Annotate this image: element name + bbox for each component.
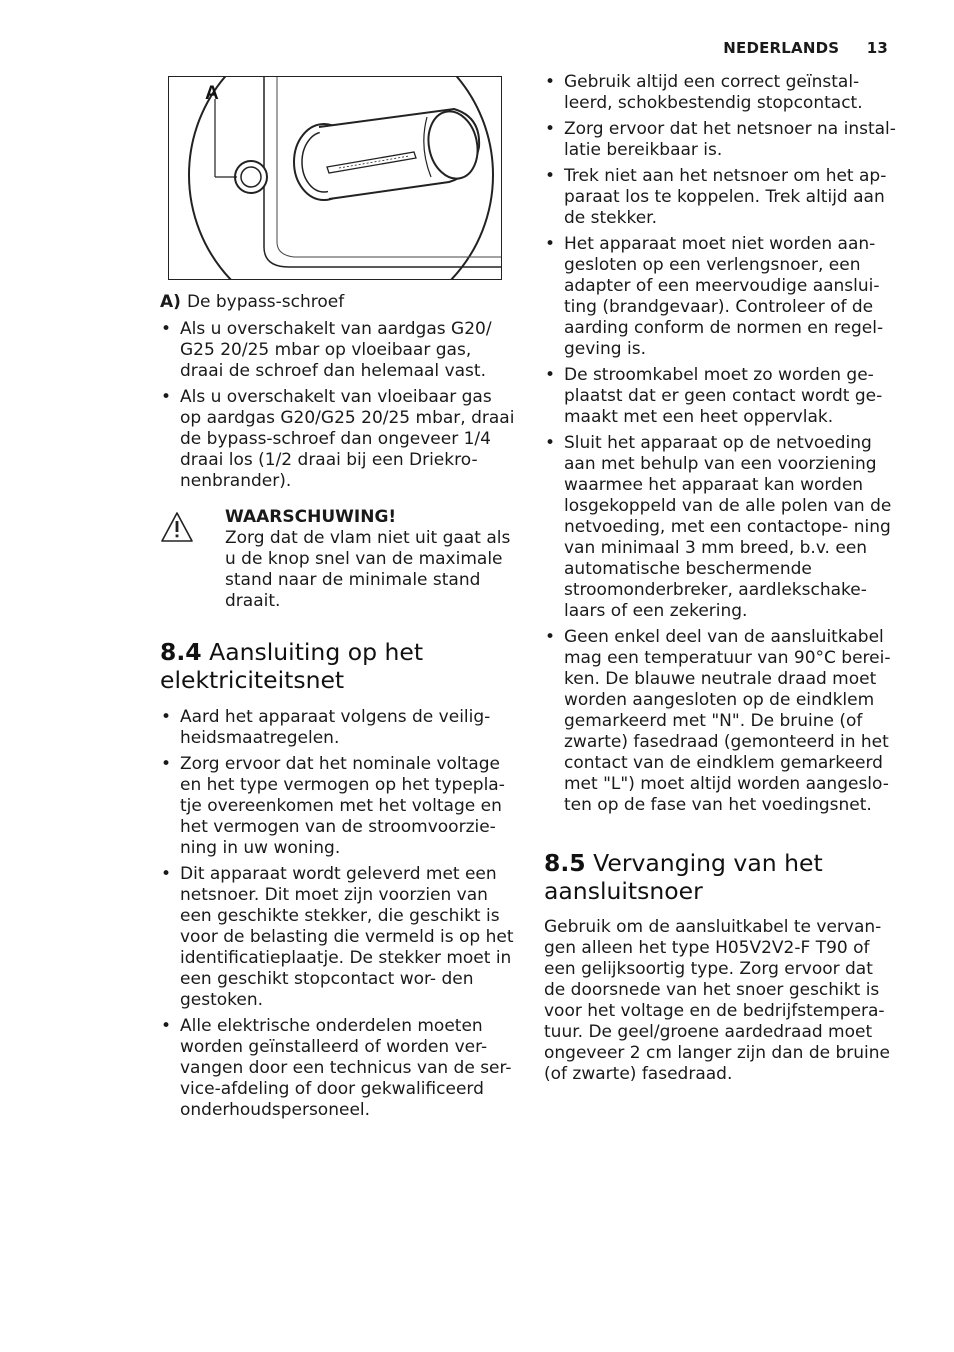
list-item: • Geen enkel deel van de aansluitkabel mag een temperatuur van 90°C berei- ken. De blauwe neutrale draad moet worden aangesloten op de eindklem gemarkeerd met "N". De bruine (of zwarte) fasedraad (gemonteerd in het contact van de eindklem gemarkeerd met "L") moet altijd worden aangeslo- ten op de fase van het voedingsnet.	[544, 627, 898, 816]
caption-text: De bypass-schroef	[186, 292, 345, 312]
list-item: • Alle elektrische onderdelen moeten worden geïnstalleerd of worden ver- vangen door een technicus van de ser- vice-afdeling of door gekwalificeerd onderhoudspersoneel.	[160, 1016, 515, 1121]
section-8-5-text: Gebruik om de aansluitkabel te vervan- gen alleen het type H05V2V2-F T90 of een gelijksoortig type. Zorg ervoor dat de doorsnede van het snoer geschikt is voor het voltage en de bedrijfstempera- tuur. De geel/groene aardedraad moet ongeveer 2 cm langer zijn dan de bruine (of zwarte) fasedraad.	[544, 917, 890, 1084]
list-item: • Het apparaat moet niet worden aan- gesloten op een verlengsnoer, een adapter of een meervoudige aanslui- ting (brandgevaar). Controleer of de aarding conform de normen en regel- geving is.	[544, 234, 898, 360]
list-item: • De stroomkabel moet zo worden ge- plaatst dat er geen contact wordt ge- maakt met een heet oppervlak.	[544, 365, 898, 428]
section-title: Aansluiting op het elektriciteitsnet	[160, 638, 424, 694]
list-item: • Zorg ervoor dat het nominale voltage en het type vermogen op het typepla- tje overeenkomen met het voltage en het vermogen van de stroomvoorzie- ning in uw woning.	[160, 754, 515, 859]
list-item: • Gebruik altijd een correct geïnstal- leerd, schokbestendig stopcontact.	[544, 72, 898, 114]
section-8-5-heading	[544, 849, 898, 905]
page-number: 13	[866, 39, 888, 57]
list-item: • Sluit het apparaat op de netvoeding aan met behulp van een voorziening waarmee het apparaat kan worden losgekoppeld van de alle polen van de netvoeding, met een contactope- ning van minimaal 3 mm breed, b.v. een automatische beschermende stroomonderbreker, aardlekschake- laars of een zekering.	[544, 433, 898, 622]
header-section: NEDERLANDS	[723, 39, 840, 57]
warning-text: Zorg dat de vlam niet uit gaat als u de knop snel van de maximale stand naar de minimale stand draait.	[225, 528, 511, 611]
safety-list	[544, 72, 898, 821]
warning-box	[160, 507, 515, 612]
list-item: • Zorg ervoor dat het netsnoer na instal- latie bereikbaar is.	[544, 119, 898, 161]
warning-icon	[160, 511, 194, 543]
list-item: • Aard het apparaat volgens de veilig- heidsmaatregelen.	[160, 707, 515, 749]
page-header	[723, 38, 888, 59]
list-item: • Trek niet aan het netsnoer om het ap- paraat los te koppelen. Trek altijd aan de stekker.	[544, 166, 898, 229]
figure-caption	[160, 292, 515, 313]
electrical-connection-list	[160, 707, 515, 1126]
figure-label-a: A	[205, 83, 219, 104]
bypass-screw-figure	[168, 76, 502, 280]
list-item: • Als u overschakelt van vloeibaar gas op aardgas G20/G25 20/25 mbar, draai de bypass-schroef dan ongeveer 1/4 draai los (1/2 draai bij een Driekro- nenbrander).	[160, 387, 515, 492]
list-item: • Dit apparaat wordt geleverd met een netsnoer. Dit moet zijn voorzien van een geschikte stekker, die geschikt is voor de belasting die vermeld is op het identificatieplaatje. De stekker moet in een geschikt stopcontact wor- den gestoken.	[160, 864, 515, 1011]
list-item: • Als u overschakelt van aardgas G20/ G25 20/25 mbar op vloeibaar gas, draai de schroef dan helemaal vast.	[160, 319, 515, 382]
bypass-screw-illustration	[169, 77, 502, 280]
section-8-4-heading	[160, 638, 515, 694]
section-number: 8.5	[544, 849, 586, 877]
section-number: 8.4	[160, 638, 202, 666]
gas-conversion-list	[160, 319, 515, 497]
caption-tag: A)	[160, 292, 181, 312]
section-title: Vervanging van het aansluitsnoer	[544, 849, 823, 905]
warning-title: WAARSCHUWING!	[225, 507, 397, 527]
